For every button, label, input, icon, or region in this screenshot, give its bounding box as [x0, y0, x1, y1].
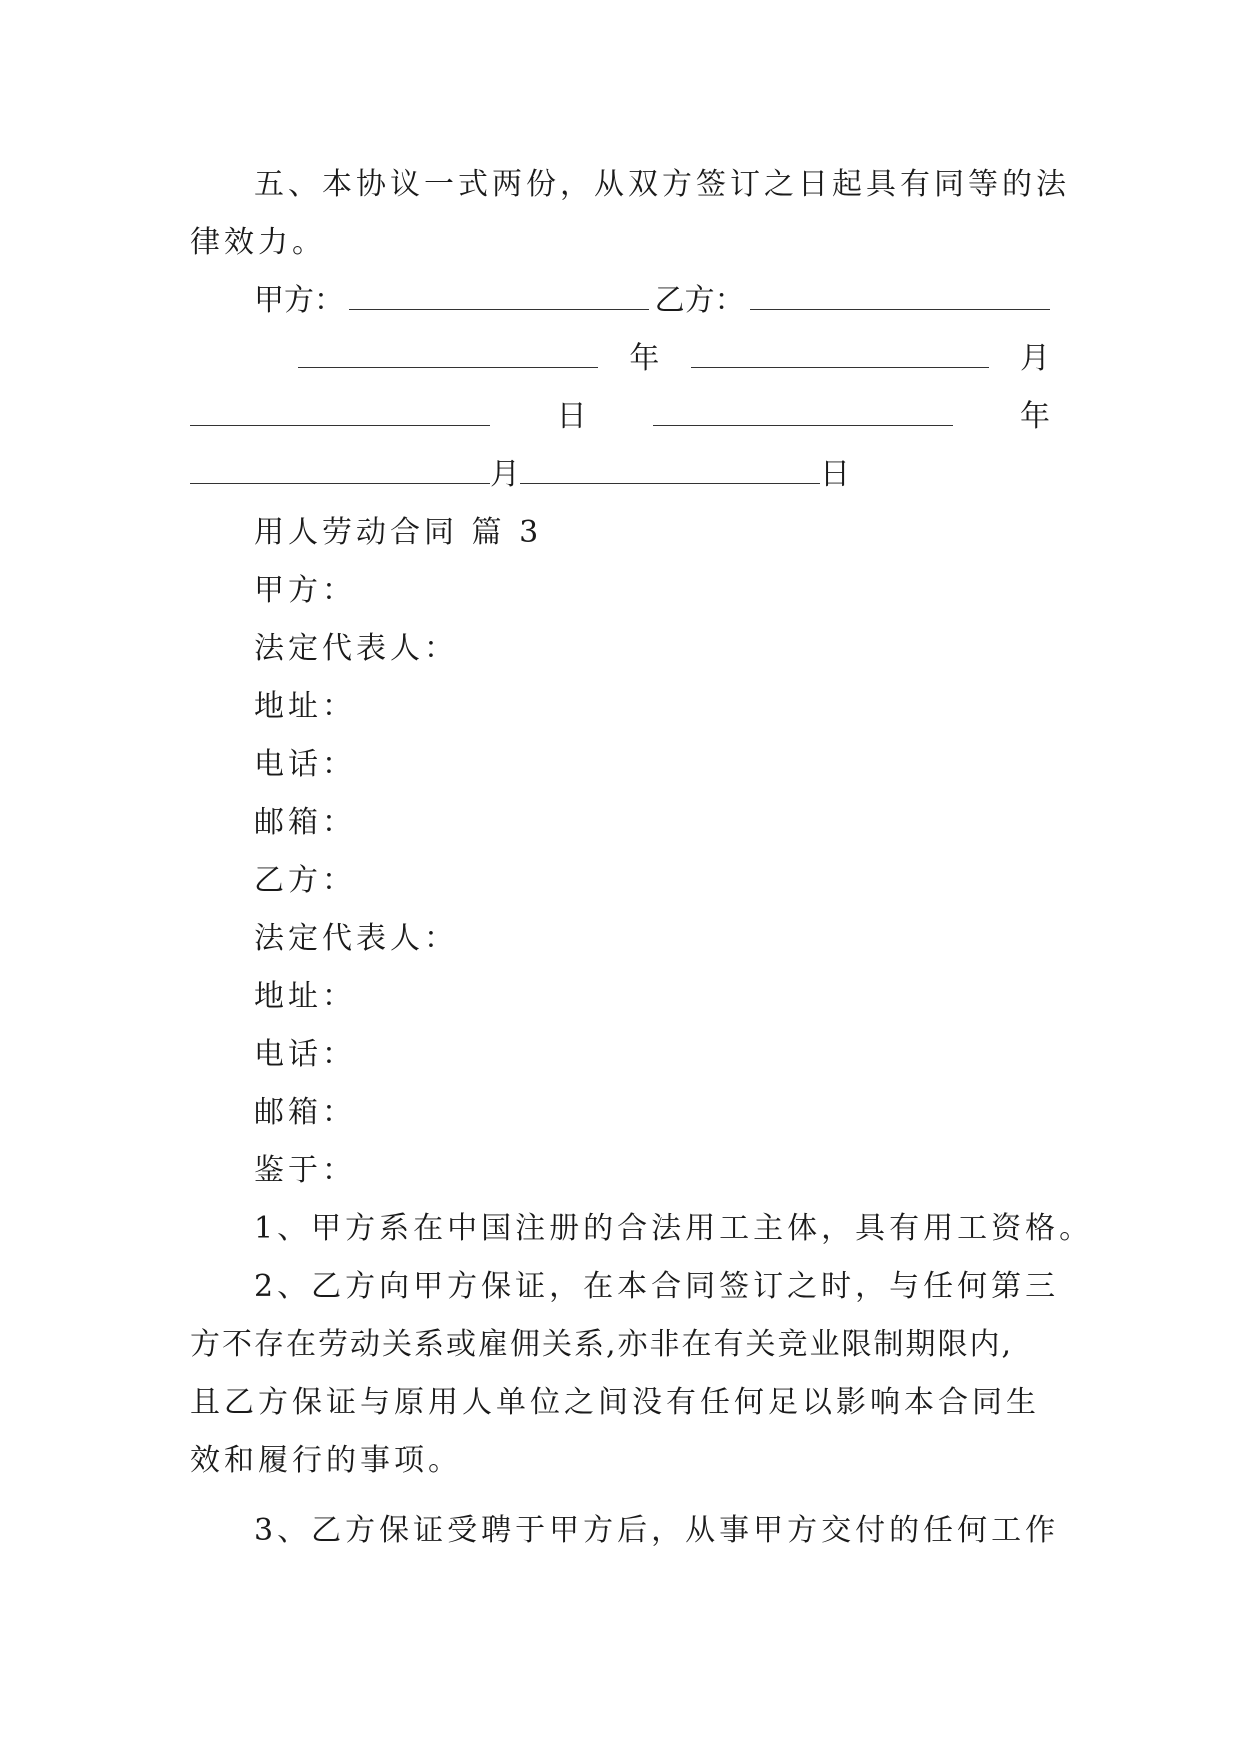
date-blank-2	[691, 337, 989, 368]
section-title: 用人劳动合同 篇 3	[254, 515, 543, 550]
signature-date-line-1	[298, 330, 1050, 388]
party-a-address: 地址：	[254, 689, 356, 724]
date-month-label-1: 月	[1019, 341, 1050, 376]
party-b-label: 乙方：	[254, 863, 356, 898]
date-year-label-1: 年	[629, 341, 660, 376]
party-a-legal-rep: 法定代表人：	[254, 631, 458, 666]
signature-party-a-label: 甲方：	[254, 283, 344, 318]
item-2-line-3: 且乙方保证与原用人单位之间没有任何足以影响本合同生	[190, 1385, 1040, 1420]
signature-date-line-2	[190, 388, 1050, 446]
item-1: 1、甲方系在中国注册的合法用工主体，具有用工资格。	[254, 1211, 1094, 1246]
date-day-label-1: 日	[556, 399, 587, 434]
item-2-line-4: 效和履行的事项。	[190, 1443, 462, 1478]
party-b-phone: 电话：	[254, 1037, 356, 1072]
date-month-label-2: 月	[490, 457, 520, 492]
party-b-email: 邮箱：	[254, 1095, 356, 1130]
clause-5-line-1: 五、本协议一式两份，从双方签订之日起具有同等的法	[254, 167, 1070, 202]
date-year-label-2: 年	[1019, 399, 1050, 434]
party-a-label: 甲方：	[254, 573, 356, 608]
date-blank-3	[190, 395, 490, 426]
date-day-label-2: 日	[820, 457, 850, 492]
party-b-legal-rep: 法定代表人：	[254, 921, 458, 956]
party-a-phone: 电话：	[254, 747, 356, 782]
clause-5-line-2: 律效力。	[190, 225, 326, 260]
party-a-signature-blank	[349, 279, 649, 310]
signature-party-b-label: 乙方：	[654, 283, 745, 318]
signature-parties-line	[254, 272, 1050, 330]
date-blank-1	[298, 337, 598, 368]
item-2-line-1: 2、乙方向甲方保证，在本合同签订之时，与任何第三	[254, 1269, 1060, 1304]
item-3-line-1: 3、乙方保证受聘于甲方后，从事甲方交付的任何工作	[254, 1513, 1060, 1548]
date-blank-6	[520, 453, 820, 484]
whereas-label: 鉴于：	[254, 1153, 356, 1188]
date-blank-4	[653, 395, 953, 426]
item-2-line-2: 方不存在劳动关系或雇佣关系,亦非在有关竞业限制期限内,	[190, 1327, 1014, 1362]
signature-date-line-3	[190, 446, 1050, 504]
party-b-address: 地址：	[254, 979, 356, 1014]
date-blank-5	[190, 453, 490, 484]
party-a-email: 邮箱：	[254, 805, 356, 840]
party-b-signature-blank	[750, 279, 1050, 310]
